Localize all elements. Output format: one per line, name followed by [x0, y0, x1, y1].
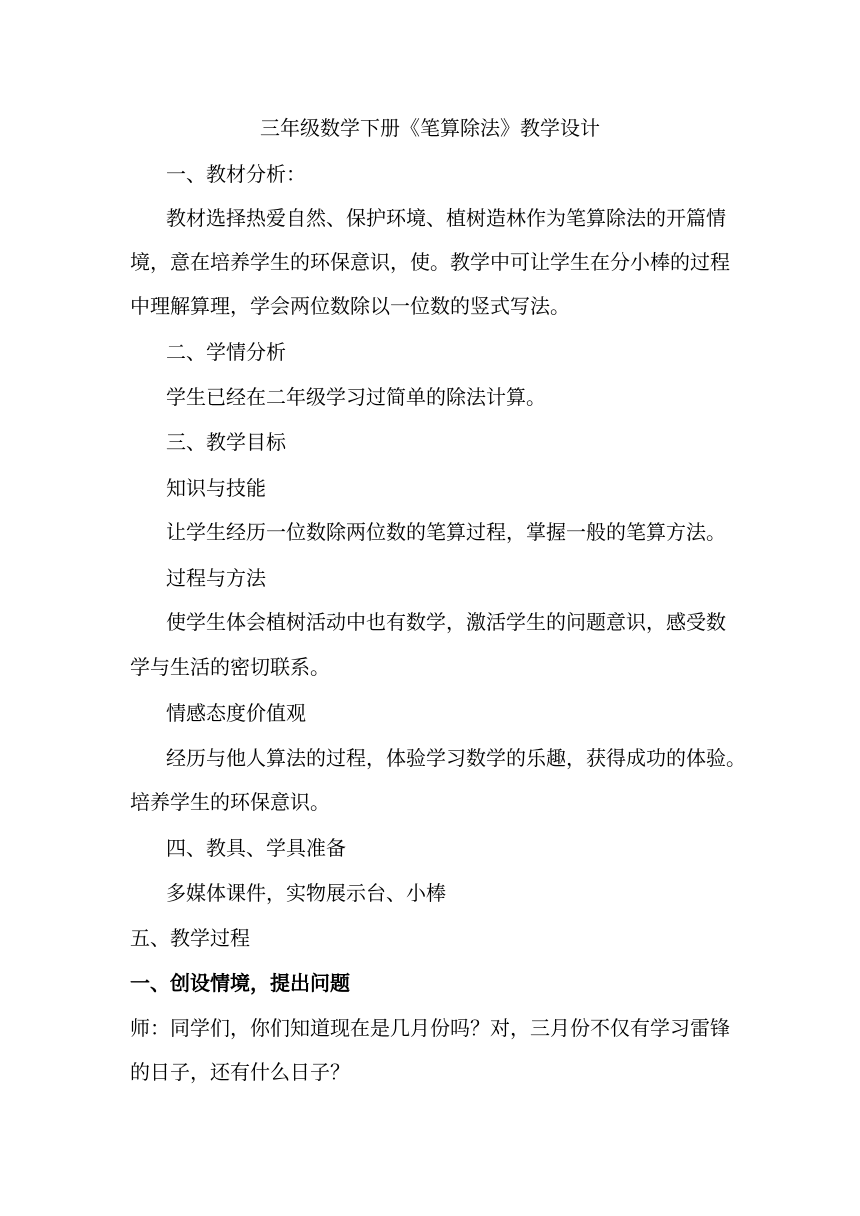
- section-heading-textbook-analysis: 一、教材分析：: [166, 162, 306, 186]
- paragraph-line: 培养学生的环保意识。: [130, 790, 330, 814]
- paragraph-line: 使学生体会植树活动中也有数学，激活学生的问题意识，感受数: [166, 610, 726, 634]
- section-heading-teaching-tools: 四、教具、学具准备: [166, 836, 346, 860]
- subheading-emotion-attitude: 情感态度价值观: [166, 701, 306, 725]
- paragraph-line: 中理解算理，学会两位数除以一位数的竖式写法。: [130, 294, 570, 318]
- paragraph-line: 师：同学们，你们知道现在是几月份吗？对，三月份不仅有学习雷锋: [130, 1016, 730, 1040]
- section-heading-teaching-process: 五、教学过程: [130, 926, 250, 950]
- paragraph-line: 学生已经在二年级学习过简单的除法计算。: [166, 385, 546, 409]
- paragraph-line: 学与生活的密切联系。: [130, 655, 330, 679]
- paragraph-line: 境，意在培养学生的环保意识，使。教学中可让学生在分小棒的过程: [130, 250, 730, 274]
- paragraph-line: 多媒体课件，实物展示台、小棒: [166, 881, 446, 905]
- paragraph-line: 教材选择热爱自然、保护环境、植树造林作为笔算除法的开篇情: [166, 206, 726, 230]
- subheading-process-method: 过程与方法: [166, 566, 266, 590]
- section-heading-learning-analysis: 二、学情分析: [166, 340, 286, 364]
- document-title: 三年级数学下册《笔算除法》教学设计: [260, 116, 600, 140]
- paragraph-line: 的日子，还有什么日子？: [130, 1060, 350, 1084]
- subheading-knowledge-skills: 知识与技能: [166, 476, 266, 500]
- section-heading-teaching-goals: 三、教学目标: [166, 430, 286, 454]
- bold-heading-create-situation: 一、创设情境，提出问题: [130, 971, 350, 995]
- paragraph-line: 让学生经历一位数除两位数的笔算过程，掌握一般的笔算方法。: [166, 520, 726, 544]
- paragraph-line: 经历与他人算法的过程，体验学习数学的乐趣，获得成功的体验。: [166, 746, 746, 770]
